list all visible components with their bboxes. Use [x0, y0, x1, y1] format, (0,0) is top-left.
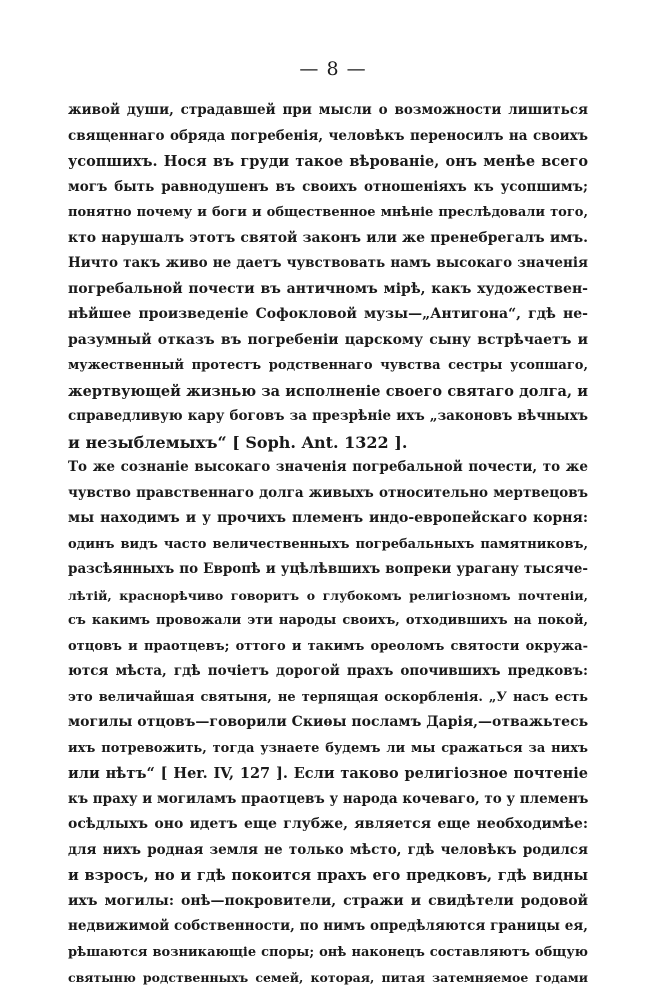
page-number: — 8 —	[299, 58, 367, 80]
text-line: и взросъ, но и гдѣ покоится прахъ его предковъ, гдѣ видны	[68, 867, 588, 884]
text-line: Ничто такъ живо не даетъ чувствовать намъ высокаго значенія	[68, 255, 588, 271]
text-line: съ какимъ провожали эти народы своихъ, отходившихъ на покой,	[68, 613, 588, 628]
text-line: ются мѣста, гдѣ почіетъ дорогой прахъ опочившихъ предковъ:	[68, 663, 588, 679]
body-text	[68, 98, 588, 991]
text-line: То же сознаніе высокаго значенія погребальной почести, то же	[68, 459, 588, 475]
text-line: это величайшая святыня, не терпящая оскорбленія. „У насъ есть	[68, 689, 588, 705]
text-line: могилы отцовъ—говорили Скиѳы посламъ Дарія,—отважьтесь	[68, 714, 588, 730]
text-line: лѣтій, краснорѣчиво говоритъ о глубокомъ религіозномъ почтеніи,	[68, 587, 588, 603]
text-line: понятно почему и боги и общественное мнѣніе преслѣдовали того,	[68, 205, 588, 220]
text-line: ихъ потревожить, тогда узнаете будемъ ли мы сражаться за нихъ	[68, 740, 588, 756]
text-line: живой души, страдавшей при мысли о возможности лишиться	[68, 102, 588, 118]
text-line: нѣйшее произведеніе Софокловой музы—„Антигона“, гдѣ не-	[68, 306, 588, 322]
text-line: разсѣянныхъ по Европѣ и уцѣлѣвшихъ вопреки урагану тысяче-	[68, 561, 588, 577]
text-line: мужественный протестъ родственнаго чувства сестры усопшаго,	[68, 358, 588, 373]
text-line: разумный отказъ въ погребеніи царскому сыну встрѣчаетъ и	[68, 331, 588, 348]
text-line: усопшихъ. Нося въ груди такое вѣрованіе, онъ менѣе всего	[68, 153, 588, 170]
text-line: ихъ могилы: онѣ—покровители, стражи и свидѣтели родовой	[68, 892, 588, 909]
text-line: рѣшаются возникающіе споры; онѣ наконецъ составляютъ общую	[68, 944, 588, 960]
text-line: кто нарушалъ этотъ святой законъ или же пренебрегалъ имъ.	[68, 229, 588, 246]
text-line: святыню родственныхъ семей, которая, питая затемняемое годами	[68, 970, 588, 985]
text-line: жертвующей жизнью за исполненіе своего святаго долга, и	[68, 382, 588, 400]
text-line: могъ быть равнодушенъ въ своихъ отношеніяхъ къ усопшимъ;	[68, 178, 588, 195]
text-line: и незыблемыхъ“ [ Soph. Ant. 1322 ].	[68, 432, 408, 452]
text-line: къ праху и могиламъ праотцевъ у народа кочеваго, то у племенъ	[68, 790, 588, 807]
text-line: или нѣтъ“ [ Her. IV, 127 ]. Если таково религіозное почтеніе	[68, 765, 588, 782]
text-line: справедливую кару боговъ за презрѣніе ихъ „законовъ вѣчныхъ	[68, 408, 588, 424]
text-line: отцовъ и праотцевъ; оттого и такимъ ореоломъ святости окружа-	[68, 638, 588, 654]
text-line: для нихъ родная земля не только мѣсто, гдѣ человѣкъ родился	[68, 841, 588, 858]
text-line: погребальной почести въ античномъ мірѣ, какъ художествен-	[68, 280, 588, 297]
text-line: чувство правственнаго долга живыхъ относительно мертвецовъ	[68, 484, 588, 501]
text-line: недвижимой собственности, по нимъ опредѣляются границы ея,	[68, 918, 588, 934]
text-line: священнаго обряда погребенія, человѣкъ переносилъ на своихъ	[68, 127, 588, 144]
text-line: мы находимъ и у прочихъ племенъ индо-европейскаго корня:	[68, 510, 588, 526]
text-line: осѣдлыхъ оно идетъ еще глубже, является еще необходимѣе:	[68, 816, 588, 832]
text-line: одинъ видъ часто величественныхъ погребальныхъ памятниковъ,	[68, 536, 588, 552]
